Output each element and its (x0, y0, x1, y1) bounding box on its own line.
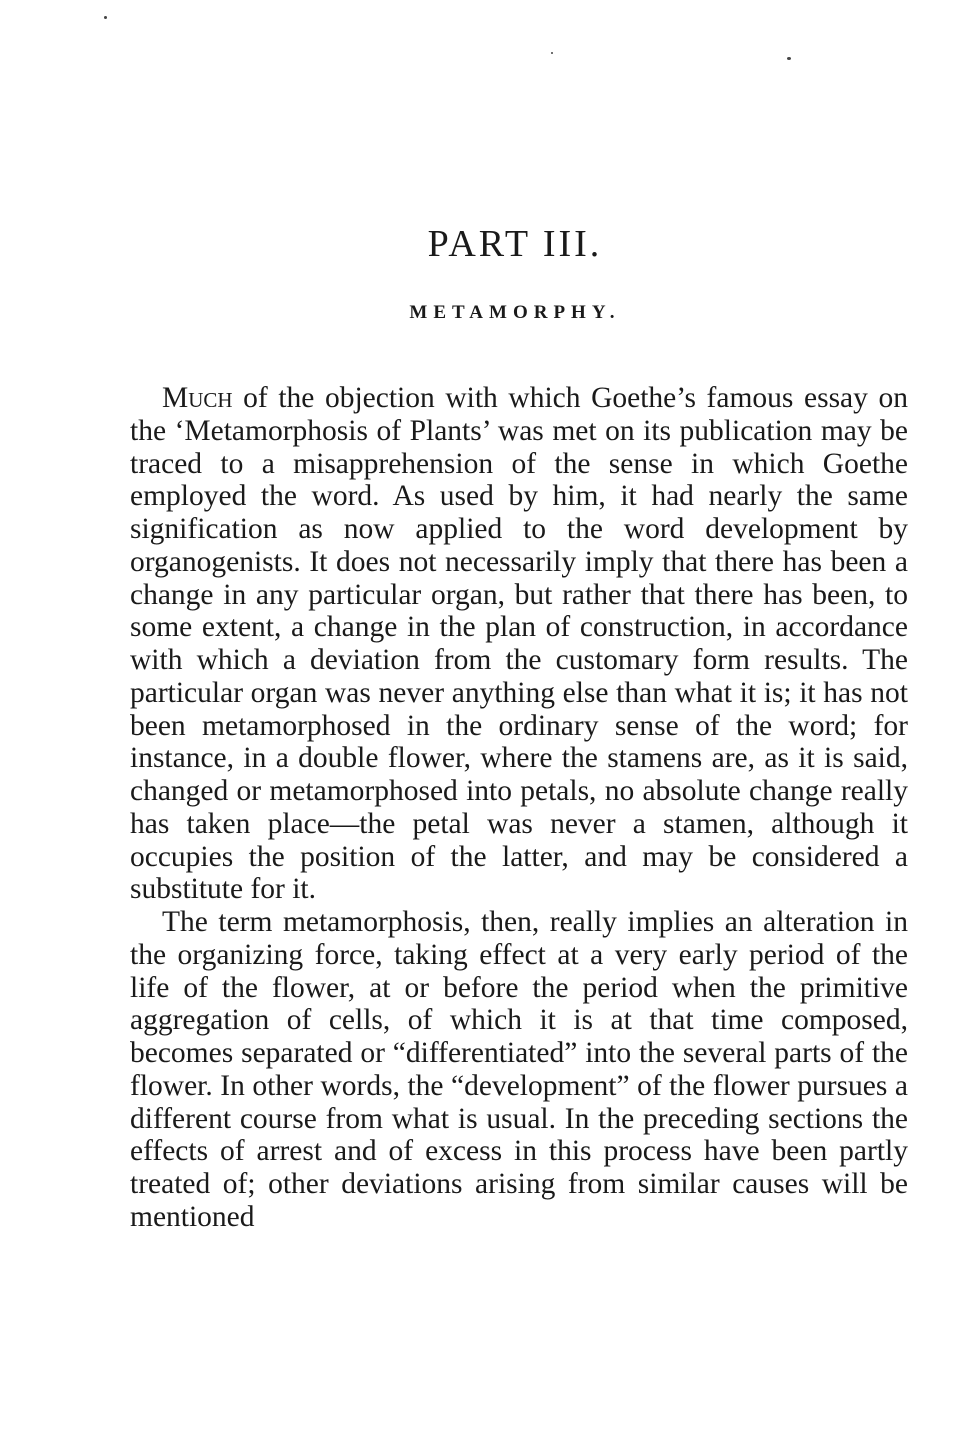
scan-speck (104, 16, 107, 19)
scan-speck (551, 52, 553, 54)
body-text (130, 382, 908, 1234)
section-title: METAMORPHY. (409, 302, 621, 323)
paragraph-lead-word: Much (162, 382, 233, 414)
paragraph-text: of the objection with which Goethe’s famous essay on the ‘Metamorphosis of Plants’ was met on its publication may be traced to a misapprehension of the sense in which Goethe employed the word. As used by him, it had nearly the same signification as now applied to the word development by organogenists. It does not necessarily imply that there has been a change in any particular organ, but rather that there has been, to some extent, a change in the plan of construction, in accordance with which a deviation from the customary form results. The particular organ was never anything else than what it is; it has not been metamorphosed in the ordinary sense of the word; for instance, in a double flower, where the stamens are, as it is said, changed or metamorphosed into petals, no absolute change really has taken place—the petal was never a stamen, although it occupies the position of the latter, and may be considered a substitute for it. (130, 382, 908, 906)
scan-speck (787, 57, 791, 60)
paragraph (130, 906, 908, 1234)
paragraph-text: The term metamorphosis, then, really implies an alteration in the organizing force, taking effect at a very early period of the life of the flower, at or before the period when the primitive aggregation of cells, of which it is at that time composed, becomes separated or “differentiated” into the several parts of the flower. In other words, the “development” of the flower pursues a different course from what is usual. In the preceding sections the effects of arrest and of excess in this process have been partly treated of; other deviations arising from similar causes will be mentioned (130, 906, 908, 1233)
part-title: PART III. (427, 223, 603, 265)
paragraph (130, 382, 908, 906)
